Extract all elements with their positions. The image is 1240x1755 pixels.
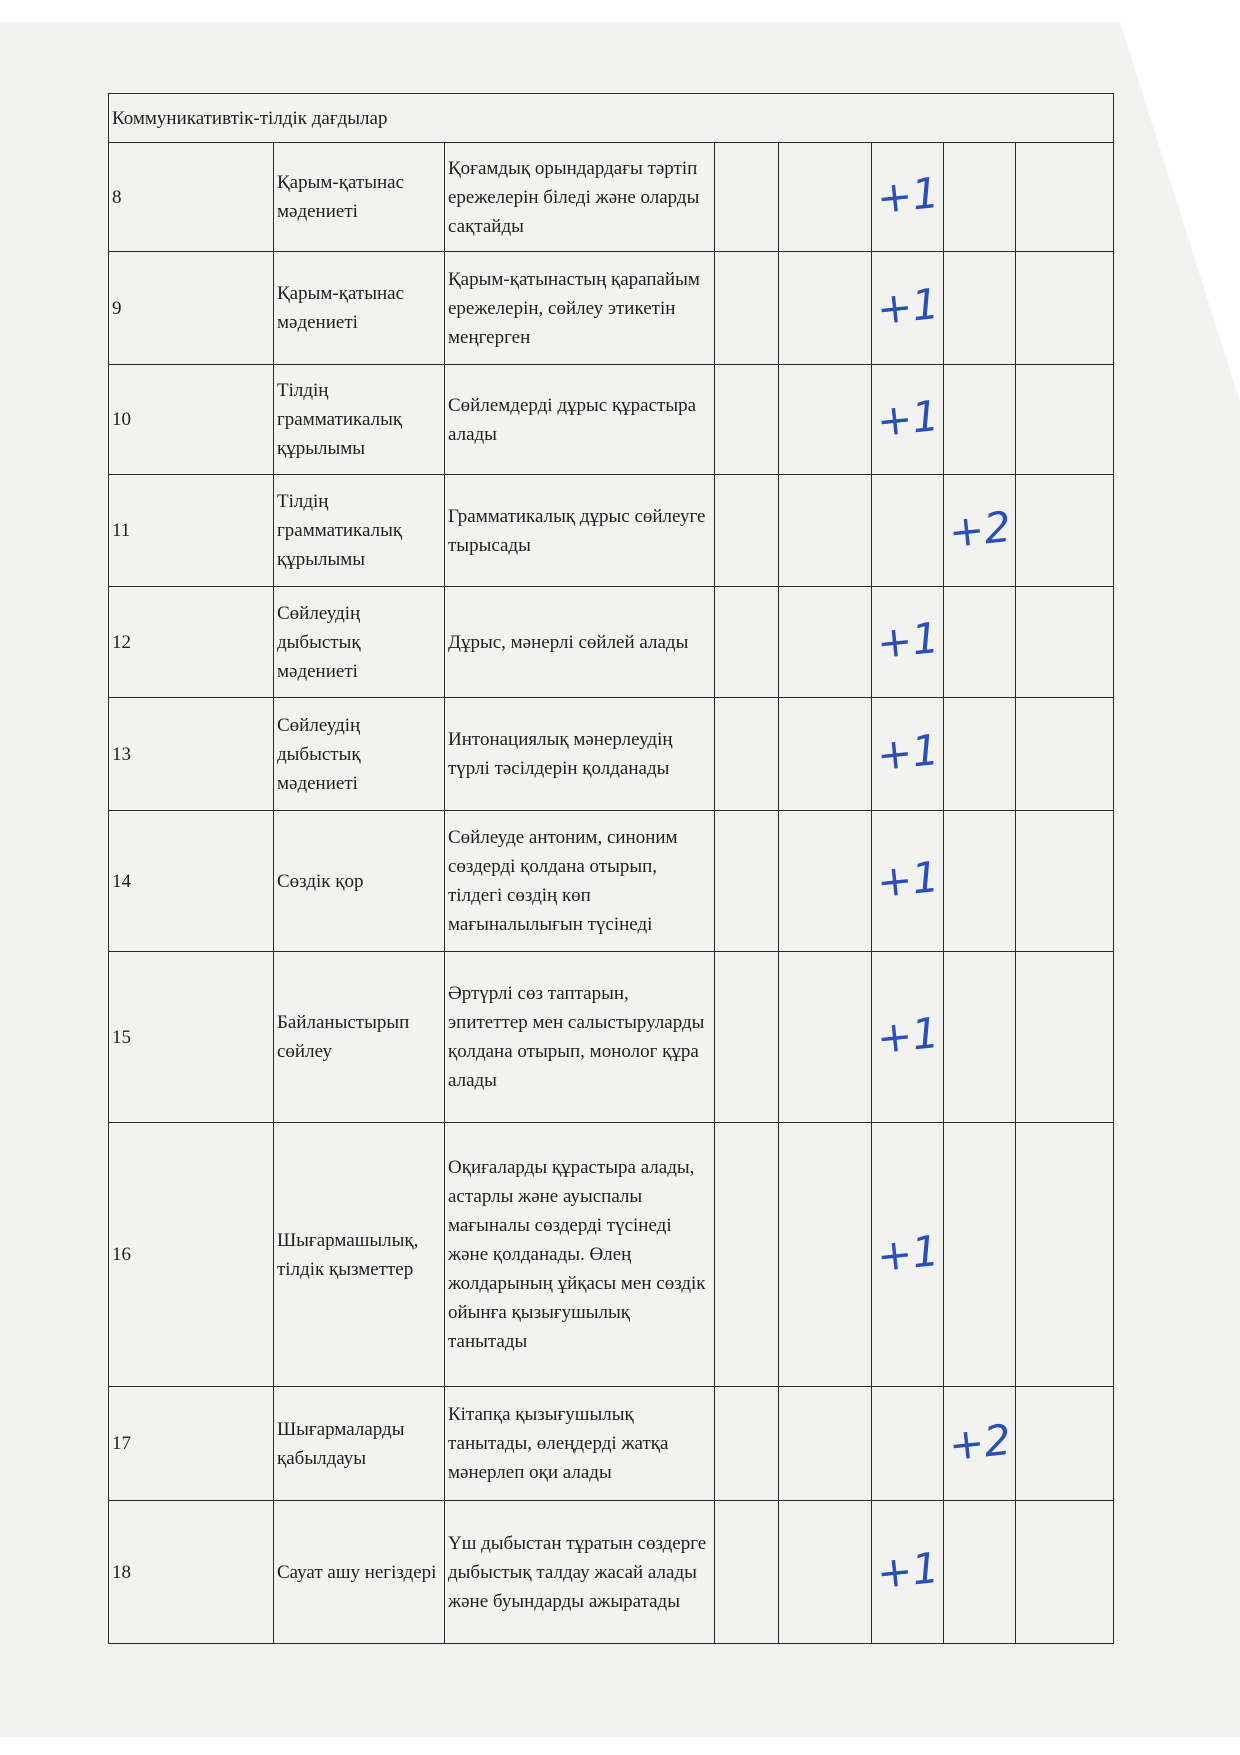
table-row xyxy=(109,587,1114,698)
score-cell xyxy=(944,143,1016,252)
score-cell xyxy=(715,252,779,365)
section-header-row xyxy=(109,94,1114,143)
handwritten-mark: +2 xyxy=(946,501,1013,557)
score-cell xyxy=(872,811,944,952)
score-cell xyxy=(1016,143,1114,252)
score-cell xyxy=(944,952,1016,1123)
row-number: 12 xyxy=(109,587,274,698)
row-category: Сауат ашу негіздері xyxy=(274,1501,445,1644)
score-cell xyxy=(715,1123,779,1387)
score-cell xyxy=(779,811,872,952)
table-row xyxy=(109,252,1114,365)
score-cell xyxy=(779,365,872,475)
score-cell xyxy=(779,587,872,698)
table-row xyxy=(109,698,1114,811)
score-cell xyxy=(715,1387,779,1501)
handwritten-mark: +1 xyxy=(874,278,941,335)
score-cell xyxy=(944,1501,1016,1644)
row-skill: Интонациялық мәнерлеудің түрлі тәсілдерін қолданады xyxy=(445,698,715,811)
row-number: 13 xyxy=(109,698,274,811)
score-cell xyxy=(944,475,1016,587)
score-cell xyxy=(872,1387,944,1501)
score-cell xyxy=(1016,252,1114,365)
assessment-table xyxy=(108,93,1114,1644)
row-skill: Қарым-қатынастың қарапайым ережелерін, сөйлеу этикетін меңгерген xyxy=(445,252,715,365)
score-cell xyxy=(872,475,944,587)
row-skill: Үш дыбыстан тұратын сөздерге дыбыстық талдау жасай алады және буындарды ажыратады xyxy=(445,1501,715,1644)
row-skill: Қоғамдық орындардағы тәртіп ережелерін біледі және оларды сақтайды xyxy=(445,143,715,252)
handwritten-mark: +2 xyxy=(946,1414,1013,1470)
row-number: 9 xyxy=(109,252,274,365)
row-skill: Грамматикалық дұрыс сөйлеуге тырысады xyxy=(445,475,715,587)
row-number: 14 xyxy=(109,811,274,952)
score-cell xyxy=(715,365,779,475)
score-cell xyxy=(1016,365,1114,475)
score-cell xyxy=(944,811,1016,952)
row-category: Сөйлеудің дыбыстық мәдениеті xyxy=(274,587,445,698)
score-cell xyxy=(715,698,779,811)
handwritten-mark: +1 xyxy=(874,612,941,669)
handwritten-mark: +1 xyxy=(874,724,941,781)
table-row xyxy=(109,475,1114,587)
row-number: 15 xyxy=(109,952,274,1123)
handwritten-mark: +1 xyxy=(874,167,941,224)
row-category: Тілдің грамматикалық құрылымы xyxy=(274,475,445,587)
score-cell xyxy=(779,952,872,1123)
score-cell xyxy=(1016,1387,1114,1501)
row-category: Шығармаларды қабылдауы xyxy=(274,1387,445,1501)
score-cell xyxy=(944,252,1016,365)
row-skill: Әртүрлі сөз таптарын, эпитеттер мен салыстыруларды қолдана отырып, монолог құра алады xyxy=(445,952,715,1123)
row-skill: Дұрыс, мәнерлі сөйлей алады xyxy=(445,587,715,698)
row-number: 8 xyxy=(109,143,274,252)
score-cell xyxy=(944,365,1016,475)
row-category: Сөйлеудің дыбыстық мәдениеті xyxy=(274,698,445,811)
row-category: Тілдің грамматикалық құрылымы xyxy=(274,365,445,475)
row-number: 17 xyxy=(109,1387,274,1501)
table-row xyxy=(109,1501,1114,1644)
score-cell xyxy=(715,952,779,1123)
score-cell xyxy=(872,1123,944,1387)
score-cell xyxy=(779,1123,872,1387)
score-cell xyxy=(944,698,1016,811)
table-row xyxy=(109,143,1114,252)
score-cell xyxy=(1016,811,1114,952)
score-cell xyxy=(872,952,944,1123)
score-cell xyxy=(872,698,944,811)
score-cell xyxy=(715,1501,779,1644)
score-cell xyxy=(715,811,779,952)
table-row xyxy=(109,1123,1114,1387)
row-category: Шығармашылық, тілдік қызметтер xyxy=(274,1123,445,1387)
handwritten-mark: +1 xyxy=(874,851,941,908)
row-number: 11 xyxy=(109,475,274,587)
row-skill: Кітапқа қызығушылық танытады, өлеңдерді жатқа мәнерлеп оқи алады xyxy=(445,1387,715,1501)
score-cell xyxy=(779,475,872,587)
score-cell xyxy=(872,365,944,475)
handwritten-mark: +1 xyxy=(874,1007,941,1064)
row-category: Байланыстырып сөйлеу xyxy=(274,952,445,1123)
score-cell xyxy=(1016,1501,1114,1644)
handwritten-mark: +1 xyxy=(874,1225,941,1281)
row-skill: Сөйлеуде антоним, синоним сөздерді қолдана отырып, тілдегі сөздің көп мағыналылығын түсінеді xyxy=(445,811,715,952)
score-cell xyxy=(872,587,944,698)
score-cell xyxy=(715,143,779,252)
score-cell xyxy=(779,143,872,252)
score-cell xyxy=(1016,475,1114,587)
score-cell xyxy=(944,1387,1016,1501)
score-cell xyxy=(779,698,872,811)
score-cell xyxy=(1016,587,1114,698)
score-cell xyxy=(779,1387,872,1501)
table-row xyxy=(109,365,1114,475)
row-category: Қарым-қатынас мәдениеті xyxy=(274,143,445,252)
row-number: 16 xyxy=(109,1123,274,1387)
row-category: Қарым-қатынас мәдениеті xyxy=(274,252,445,365)
table-row xyxy=(109,952,1114,1123)
row-skill: Сөйлемдерді дұрыс құрастыра алады xyxy=(445,365,715,475)
score-cell xyxy=(779,1501,872,1644)
score-cell xyxy=(715,587,779,698)
score-cell xyxy=(1016,1123,1114,1387)
score-cell xyxy=(872,252,944,365)
score-cell xyxy=(944,587,1016,698)
score-cell xyxy=(779,252,872,365)
row-number: 10 xyxy=(109,365,274,475)
score-cell xyxy=(872,143,944,252)
handwritten-mark: +1 xyxy=(874,390,941,446)
table-row xyxy=(109,1387,1114,1501)
folded-corner xyxy=(1120,22,1240,402)
score-cell xyxy=(872,1501,944,1644)
row-skill: Оқиғаларды құрастыра алады, астарлы және ауыспалы мағыналы сөздерді түсінеді және қолданады. Өлең жолдарының ұйқасы мен сөздік ойынға қызығушылық танытады xyxy=(445,1123,715,1387)
section-title: Коммуникативтік-тілдік дағдылар xyxy=(109,94,1114,143)
table-row xyxy=(109,811,1114,952)
score-cell xyxy=(715,475,779,587)
score-cell xyxy=(944,1123,1016,1387)
handwritten-mark: +1 xyxy=(874,1542,941,1599)
row-category: Сөздік қор xyxy=(274,811,445,952)
row-number: 18 xyxy=(109,1501,274,1644)
score-cell xyxy=(1016,952,1114,1123)
score-cell xyxy=(1016,698,1114,811)
